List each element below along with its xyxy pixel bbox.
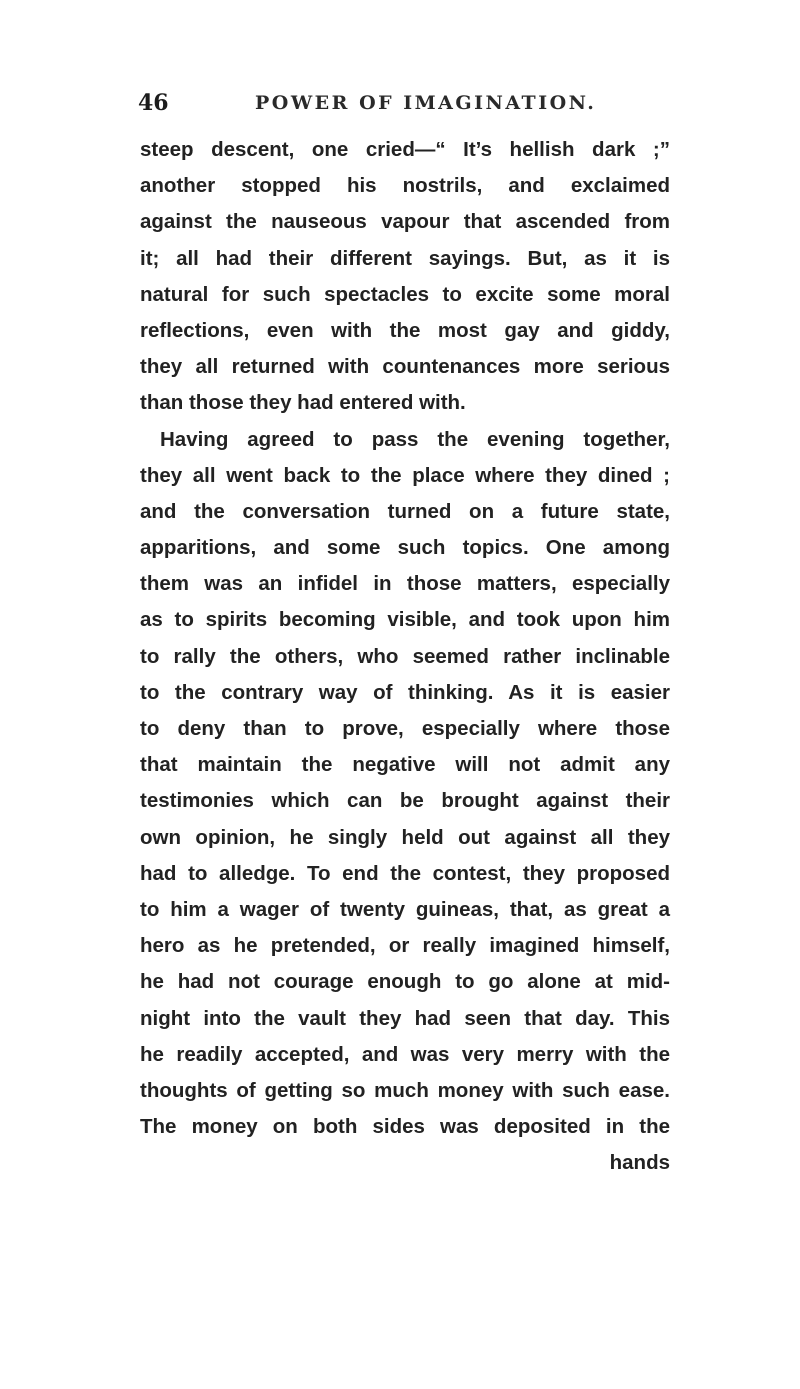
text-line: to the contrary way of thinking. As it is easier: [140, 680, 670, 704]
text-line: it; all had their different sayings. But, as it is: [140, 246, 670, 270]
catchword: hands: [609, 1151, 670, 1175]
text-line: thoughts of getting so much money with such ease.: [140, 1078, 670, 1102]
text-line: they all returned with countenances more serious: [140, 355, 670, 379]
text-line: that maintain the negative will not admit any: [140, 753, 670, 777]
paragraph-start-line: Having agreed to pass the evening together,: [160, 427, 670, 451]
body-text: [140, 132, 670, 1181]
running-head: [0, 90, 800, 120]
text-line: testimonies which can be brought against their: [140, 789, 670, 813]
text-line: he readily accepted, and was very merry with the: [140, 1042, 670, 1066]
text-line: them was an infidel in those matters, especially: [140, 572, 670, 596]
text-line: steep descent, one cried—“ It’s hellish dark ;”: [140, 138, 670, 161]
text-line: they all went back to the place where they dined ;: [140, 463, 670, 487]
text-line: had to alledge. To end the contest, they proposed: [140, 861, 670, 885]
text-line: he had not courage enough to go alone at mid-: [140, 970, 670, 994]
page-number: 46: [138, 90, 169, 116]
text-line: to rally the others, who seemed rather inclinable: [140, 644, 670, 668]
text-line: night into the vault they had seen that day. This: [140, 1006, 670, 1030]
text-line: another stopped his nostrils, and exclaimed: [140, 174, 670, 198]
running-head-title: POWER OF IMAGINATION.: [255, 92, 597, 114]
text-line: and the conversation turned on a future state,: [140, 499, 670, 523]
text-line: to deny than to prove, especially where those: [140, 717, 670, 740]
text-line: own opinion, he singly held out against all they: [140, 825, 670, 849]
text-line: natural for such spectacles to excite some moral: [140, 282, 670, 306]
text-line: than those they had entered with.: [140, 391, 466, 415]
text-line: to him a wager of twenty guineas, that, as great a: [140, 897, 670, 921]
text-line: The money on both sides was deposited in the: [140, 1115, 670, 1139]
text-line: hero as he pretended, or really imagined himself,: [140, 934, 670, 958]
text-line: apparitions, and some such topics. One among: [140, 536, 670, 560]
text-line: reflections, even with the most gay and giddy,: [140, 318, 670, 342]
text-line: as to spirits becoming visible, and took upon him: [140, 608, 670, 632]
text-line: against the nauseous vapour that ascended from: [140, 210, 670, 234]
